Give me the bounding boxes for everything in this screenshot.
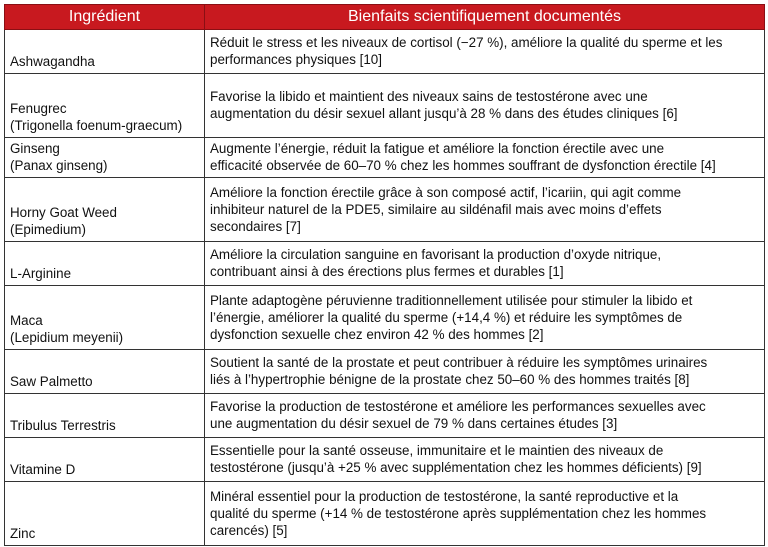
benefit-text: l’énergie, améliorer la qualité du sperme (+14,4 %) et réduire les symptômes de [210, 309, 683, 325]
benefit-text: liés à l’hypertrophie bénigne de la prostate chez 50–60 % des hommes traités [8] [210, 372, 690, 387]
table-row [5, 438, 765, 482]
ingredient-table [4, 4, 765, 546]
benefit-cell [205, 438, 765, 482]
benefit-cell [205, 394, 765, 438]
header-benefits: Bienfaits scientifiquement documentés [205, 5, 765, 30]
ingredient-cell [5, 350, 205, 394]
ingredient-cell [5, 242, 205, 286]
benefit-text: dysfonction sexuelle chez environ 42 % des hommes [2] [210, 326, 544, 342]
benefit-text: Réduit le stress et les niveaux de cortisol (−27 %), améliore la qualité du sperme et les [210, 35, 723, 50]
ingredient-name: Maca [10, 313, 43, 328]
ingredient-name: Ashwagandha [10, 54, 95, 69]
ingredient-name: (Lepidium meyenii) [10, 330, 124, 345]
ingredient-cell [5, 482, 205, 546]
ingredient-cell [5, 138, 205, 178]
ingredient-cell [5, 394, 205, 438]
ingredient-name: (Epimedium) [10, 222, 86, 237]
benefit-cell [205, 138, 765, 178]
benefit-text: performances physiques [10] [210, 52, 382, 67]
table-row [5, 286, 765, 350]
benefit-text: Améliore la fonction érectile grâce à son composé actif, l’icariin, qui agit comme [210, 184, 682, 200]
benefit-text: contribuant ainsi à des érections plus fermes et durables [1] [210, 264, 564, 279]
ingredient-cell [5, 286, 205, 350]
benefit-text: Soutient la santé de la prostate et peut contribuer à réduire les symptômes urinaires [210, 355, 708, 370]
table-row [5, 242, 765, 286]
ingredient-name: Ginseng [10, 141, 60, 156]
table-row [5, 394, 765, 438]
table-header-row [5, 5, 765, 30]
ingredient-cell [5, 438, 205, 482]
ingredient-cell [5, 30, 205, 74]
benefit-text: Essentielle pour la santé osseuse, immunitaire et le maintien des niveaux de [210, 443, 664, 458]
table-body [5, 30, 765, 546]
benefit-cell [205, 482, 765, 546]
ingredient-name: Vitamine D [10, 462, 76, 477]
benefit-cell [205, 350, 765, 394]
benefit-text: qualité du sperme (+14 % de testostérone après supplémentation chez les hommes [210, 505, 707, 521]
benefit-cell [205, 178, 765, 242]
benefit-text: Augmente l’énergie, réduit la fatigue et améliore la fonction érectile avec une [210, 141, 665, 156]
ingredient-name: Horny Goat Weed [10, 205, 117, 220]
table-row [5, 74, 765, 138]
ingredient-name: Zinc [10, 526, 36, 541]
table-row [5, 350, 765, 394]
benefit-cell [205, 286, 765, 350]
benefit-text: inhibiteur naturel de la PDE5, similaire au sildénafil mais avec moins d’effets [210, 201, 662, 217]
benefit-text: Plante adaptogène péruvienne traditionnellement utilisée pour stimuler la libido et [210, 292, 693, 308]
table-row [5, 178, 765, 242]
benefit-cell [205, 242, 765, 286]
ingredient-name: Tribulus Terrestris [10, 418, 116, 433]
benefit-text: Minéral essentiel pour la production de testostérone, la santé reproductive et la [210, 488, 679, 504]
ingredient-cell [5, 178, 205, 242]
ingredient-name: Saw Palmetto [10, 374, 93, 389]
benefit-text: Favorise la libido et maintient des niveaux sains de testostérone avec une [210, 89, 648, 104]
ingredient-name: Fenugrec [10, 101, 67, 116]
ingredient-name: (Panax ginseng) [10, 158, 108, 173]
benefit-text: une augmentation du désir sexuel de 79 % dans certaines études [3] [210, 416, 618, 431]
ingredient-cell [5, 74, 205, 138]
benefit-text: testostérone (jusqu’à +25 % avec supplémentation chez les hommes déficients) [9] [210, 460, 702, 475]
benefit-cell [205, 30, 765, 74]
benefit-text: augmentation du désir sexuel allant jusqu’à 28 % dans des études cliniques [6] [210, 106, 678, 121]
table-row [5, 138, 765, 178]
benefit-cell [205, 74, 765, 138]
benefit-text: secondaires [7] [210, 218, 301, 234]
ingredient-name: (Trigonella foenum-graecum) [10, 118, 183, 133]
benefit-text: Favorise la production de testostérone et améliore les performances sexuelles avec [210, 399, 706, 414]
header-ingredient: Ingrédient [5, 5, 205, 30]
benefit-text: Améliore la circulation sanguine en favorisant la production d’oxyde nitrique, [210, 247, 662, 262]
ingredient-name: L-Arginine [10, 266, 72, 281]
benefit-text: carencés) [5] [210, 522, 288, 538]
table-row [5, 482, 765, 546]
benefit-text: efficacité observée de 60–70 % chez les hommes souffrant de dysfonction érectile [4] [210, 158, 716, 173]
table-row [5, 30, 765, 74]
